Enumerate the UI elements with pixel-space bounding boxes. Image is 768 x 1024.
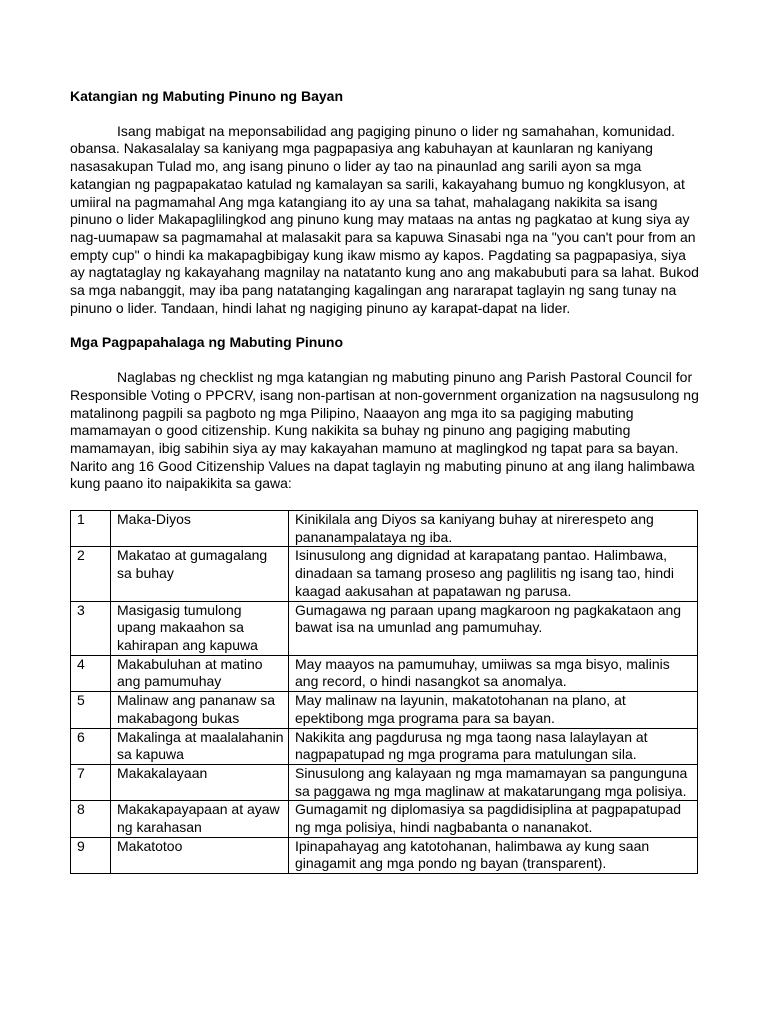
row-number: 5 — [71, 692, 111, 728]
table-row — [71, 511, 698, 547]
value-name: Malinaw ang pananaw sa makabagong bukas — [111, 692, 289, 728]
value-name: Makakalayaan — [111, 764, 289, 800]
value-description: Gumagamit ng diplomasiya sa pagdidisiplina at pagpapatupad ng mga polisiya, hindi nagbabanta o nananakot. — [289, 801, 698, 837]
value-description: Isinusulong ang dignidad at karapatang pantao. Halimbawa, dinadaan sa tamang proseso ang paglilitis ng isang tao, hindi kaagad aakusahan at papatawan ng parusa. — [289, 547, 698, 601]
table-row — [71, 692, 698, 728]
row-number: 9 — [71, 837, 111, 873]
table-row — [71, 547, 698, 601]
table-row — [71, 764, 698, 800]
row-number: 8 — [71, 801, 111, 837]
table-row — [71, 601, 698, 655]
value-name: Maka-Diyos — [111, 511, 289, 547]
row-number: 3 — [71, 601, 111, 655]
row-number: 6 — [71, 728, 111, 764]
section-body-pagpapahalaga: Naglabas ng checklist ng mga katangian ng mabuting pinuno ang Parish Pastoral Council for Responsible Voting o PPCRV, isang non-partisan at non-government organization na nagsusulong ng matalinong pagpili sa pagboto ng mga Pilipino, Naaayon ang mga ito sa pagiging mabuting mamamayan o good citizenship. Kung nakikita sa buhay ng pinuno ang pagiging mabuting mamamayan, ibig sabihin siya ay may kakayahan mamuno at maglingkod ng tapat para sa bayan. Narito ang 16 Good Citizenship Values na dapat taglayin ng mabuting pinuno at ang ilang halimbawa kung paano ito naipakikita sa gawa: — [70, 369, 699, 492]
value-description: Ipinapahayag ang katotohanan, halimbawa ay kung saan ginagamit ang mga pondo ng bayan (transparent). — [289, 837, 698, 873]
value-description: Kinikilala ang Diyos sa kaniyang buhay at nirerespeto ang pananampalataya ng iba. — [289, 511, 698, 547]
value-description: Sinusulong ang kalayaan ng mga mamamayan sa pangunguna sa paggawa ng mga maglinaw at makatarungang mga polisiya. — [289, 764, 698, 800]
row-number: 1 — [71, 511, 111, 547]
value-name: Masigasig tumulong upang makaahon sa kahirapan ang kapuwa — [111, 601, 289, 655]
value-description: Nakikita ang pagdurusa ng mga taong nasa lalaylayan at nagpapatupad ng mga programa para matulungan sila. — [289, 728, 698, 764]
value-name: Makalinga at maalalahanin sa kapuwa — [111, 728, 289, 764]
table-row — [71, 728, 698, 764]
value-name: Makabuluhan at matino ang pamumuhay — [111, 655, 289, 691]
section-body-katangian: Isang mabigat na meponsabilidad ang pagiging pinuno o lider ng samahahan, komunidad. obansa. Nakasalalay sa kaniyang mga pagpapasiya ang kabuhayan at kaunlaran ng kaniyang nasasakupan Tulad mo, ang isang pinuno o lider ay tao na pinaunlad ang sarili ayon sa mga katangian ng pagpapakatao katulad ng kamalayan sa sarili, kakayahang bumuo ng kongklusyon, at umiiral na pagmamahal Ang mga katangiang ito ay una sa tahat, mahalagang nakikita sa isang pinuno o lider Makapaglilingkod ang pinuno kung may mataas na antas ng pagkatao at kung siya ay nag-uumapaw sa pagmamahal at malasakit para sa kapuwa Sinasabi nga na "you can't pour from an empty cup" o hindi ka makapagbibigay kung ikaw mismo ay kapos. Pagdating sa pagpapasiya, siya ay nagtataglay ng kakayahang magnilay na natatanto kung ano ang makabubuti para sa lahat. Bukod sa mga nabanggit, may iba pang natatanging kagalingan ang nararapat taglayin ng sang tunay na pinuno o lider. Tandaan, hindi lahat ng nagiging pinuno ay karapat-dapat na lider. — [70, 122, 699, 316]
section-title-katangian: Katangian ng Mabuting Pinuno ng Bayan — [70, 88, 343, 104]
section-title-pagpapahalaga: Mga Pagpapahalaga ng Mabuting Pinuno — [70, 334, 344, 351]
value-name: Makatotoo — [111, 837, 289, 873]
value-description: May maayos na pamumuhay, umiiwas sa mga bisyo, malinis ang record, o hindi nasangkot sa anomalya. — [289, 655, 698, 691]
row-number: 2 — [71, 547, 111, 601]
table-row — [71, 801, 698, 837]
value-name: Makakapayapaan at ayaw ng karahasan — [111, 801, 289, 837]
value-description: May malinaw na layunin, makatotohanan na plano, at epektibong mga programa para sa bayan. — [289, 692, 698, 728]
document-page — [70, 88, 700, 874]
values-table — [70, 510, 698, 874]
value-description: Gumagawa ng paraan upang magkaroon ng pagkakataon ang bawat isa na umunlad ang pamumuhay. — [289, 601, 698, 655]
row-number: 4 — [71, 655, 111, 691]
value-name: Makatao at gumagalang sa buhay — [111, 547, 289, 601]
table-row — [71, 655, 698, 691]
table-row — [71, 837, 698, 873]
row-number: 7 — [71, 764, 111, 800]
